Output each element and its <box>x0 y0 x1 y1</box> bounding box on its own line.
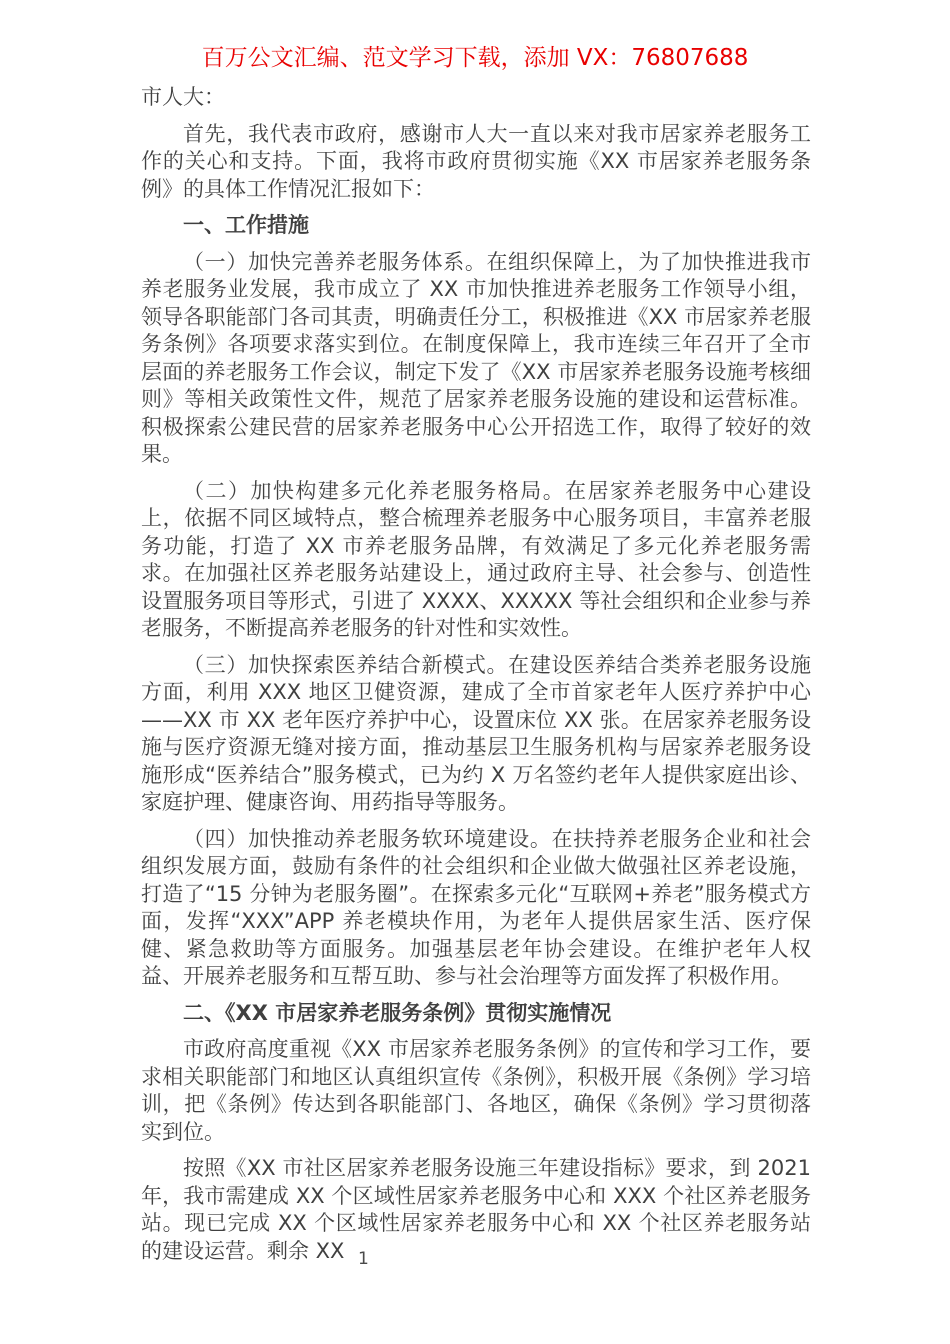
paragraph-measure-2: （二）加快构建多元化养老服务格局。在居家养老服务中心建设上，依据不同区域特点，整合梳理养老服务中心服务项目，丰富养老服务功能，打造了 XX 市养老服务品牌，有效满足了多元化养老服务需求。在加强社区养老服务站建设上，通过政府主导、社会参与、创造性设置服务项目等形式，引进了 XXXX、XXXXX 等社会组织和企业参与养老服务，不断提高养老服务的针对性和实效性。 <box>141 478 811 640</box>
paragraph-implementation-2: 按照《XX 市社区居家养老服务设施三年建设指标》要求，到 2021 年，我市需建成 XX 个区域性居家养老服务中心和 XXX 个社区养老服务站。现已完成 XX 个区域性居家养老服务中心和 XX 个社区养老服务站的建设运营。剩余 XX <box>141 1156 811 1263</box>
paragraph-measure-1: （一）加快完善养老服务体系。在组织保障上，为了加快推进我市养老服务业发展，我市成立了 XX 市加快推进养老服务工作领导小组，领导各职能部门各司其责，明确责任分工，积极推进《XX 市居家养老服务条例》各项要求落实到位。在制度保障上，我市连续三年召开了全市层面的养老服务工作会议，制定下发了《XX 市居家养老服务设施考核细则》等相关政策性文件，规范了居家养老服务设施的建设和运营标准。积极探索公建民营的居家养老服务中心公开招选工作，取得了较好的效果。 <box>141 249 811 466</box>
paragraph-implementation-1: 市政府高度重视《XX 市居家养老服务条例》的宣传和学习工作，要求相关职能部门和地区认真组织宣传《条例》，积极开展《条例》学习培训，把《条例》传达到各职能部门、各地区，确保《条例》学习贯彻落实到位。 <box>141 1037 811 1144</box>
heading-section-1: 一、工作措施 <box>183 213 309 237</box>
heading-section-2: 二、《XX 市居家养老服务条例》贯彻实施情况 <box>183 1000 612 1025</box>
paragraph-measure-4: （四）加快推动养老服务软环境建设。在扶持养老服务企业和社会组织发展方面，鼓励有条件的社会组织和企业做大做强社区养老设施，打造了“15 分钟为老服务圈”。在探索多元化“互联网+养老”服务模式方面，发挥“XXX”APP 养老模块作用，为老年人提供居家生活、医疗保健、紧急救助等方面服务。加强基层老年协会建设。在维护老年人权益、开展养老服务和互帮互助、参与社会治理等方面发挥了积极作用。 <box>141 826 811 988</box>
header-promo-text: 百万公文汇编、范文学习下载，添加 VX：76807688 <box>201 45 749 71</box>
salutation: 市人大： <box>141 85 225 109</box>
paragraph-opening: 首先，我代表市政府，感谢市人大一直以来对我市居家养老服务工作的关心和支持。下面，我将市政府贯彻实施《XX 市居家养老服务条例》的具体工作情况汇报如下： <box>141 121 811 201</box>
page-number: 1 <box>358 1249 369 1269</box>
document-body <box>141 84 811 1274</box>
paragraph-measure-3: （三）加快探索医养结合新模式。在建设医养结合类养老服务设施方面，利用 XXX 地区卫健资源，建成了全市首家老年人医疗养护中心——XX 市 XX 老年医疗养护中心，设置床位 XX 张。在居家养老服务设施与医疗资源无缝对接方面，推动基层卫生服务机构与居家养老服务设施形成“医养结合”服务模式，已为约 X 万名签约老年人提供家庭出诊、家庭护理、健康咨询、用药指导等服务。 <box>141 652 811 814</box>
